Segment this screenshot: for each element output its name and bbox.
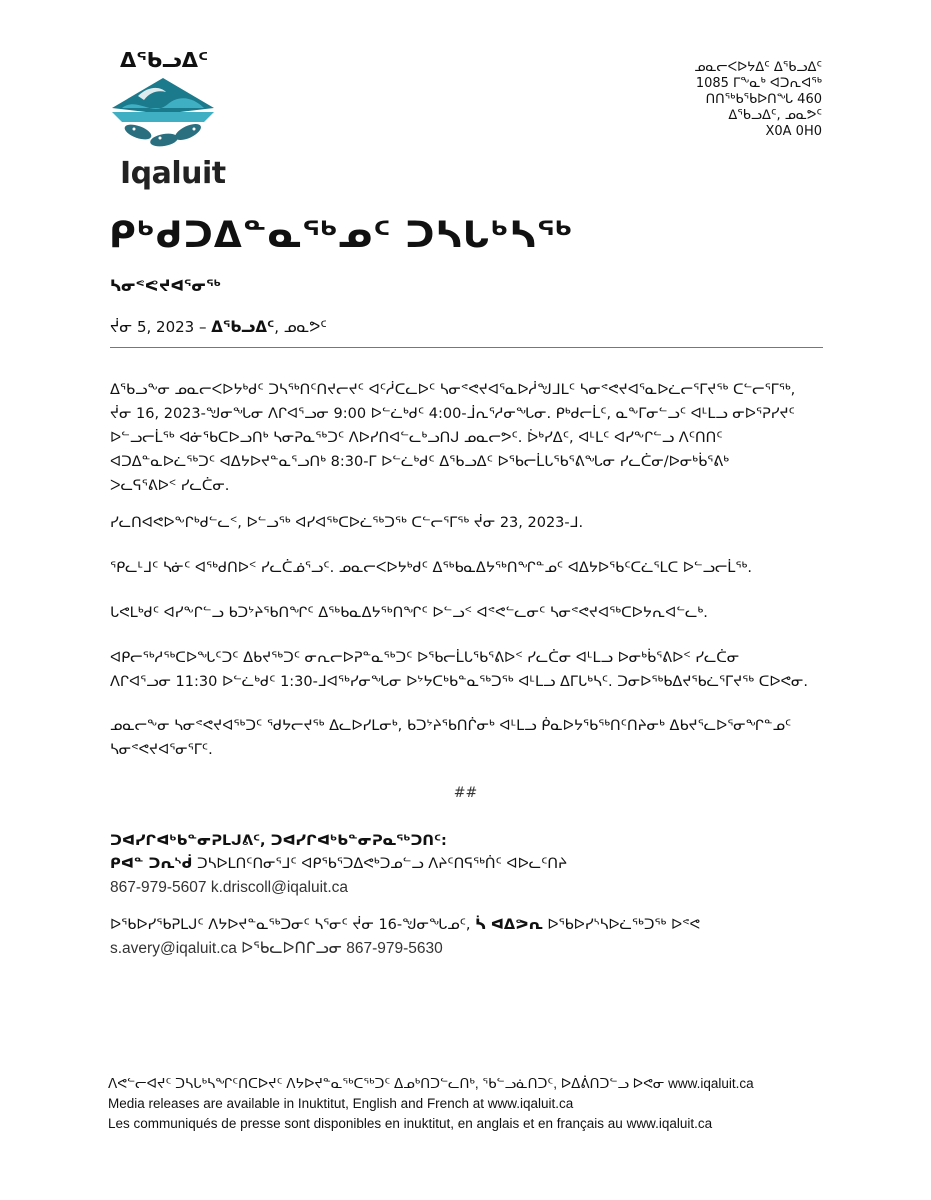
release-place: ᐃᖃᓗᐃᑦ	[211, 318, 275, 336]
paragraph-line: ᔫᓂ 16, 2023-ᖑᓂᖓᓂ ᐱᒋᐊᕐᓗᓂ 9:00 ᐅᓪᓛᒃᑯᑦ 4:00-ᒨᕆᕐᓱᓂᖓᓂ. ᑭᒃᑯᓕᒫᑦ, ᓇᖕᒥᓂᓪᓗᑦ ᐊᒻᒪᓗ ᓂᐅᕐᕈᓯᔪᑦ	[110, 406, 795, 422]
body-paragraph	[110, 714, 825, 762]
contact-block	[110, 830, 830, 960]
release-label: ᓴᓂᕝᕙᔪᐊᕐᓂᖅ	[110, 277, 222, 295]
footer	[108, 1074, 828, 1134]
footer-line: Media releases are available in Inuktitut, English and French at www.iqaluit.ca	[108, 1096, 574, 1111]
release-region: , ᓄᓇᕗᑦ	[274, 318, 327, 336]
dateline	[110, 318, 327, 336]
body-paragraph	[110, 511, 825, 535]
contact-tail: ᐅᖃᐅᓯᔅᓴᐅᓛᖅᑐᖅ ᐅᕝᕙ	[542, 917, 701, 933]
logo-syllabics: ᐃᖃᓗᐃᑦ	[120, 48, 209, 72]
contact-person-1	[110, 853, 830, 876]
paragraph-line: ᐅᓪᓗᓕᒫᖅ ᐊᓃᖃᑕᐅᓗᑎᒃ ᓴᓂᕈᓇᖅᑐᑦ ᐱᐅᓯᑎᐊᓪᓚᒃᓗᑎᒍ ᓄᓇᓕᕗᑦ. ᐆᒃᓯᐃᑦ, ᐊᒻᒪᑦ ᐊᓯᖕᒋᓪᓗ ᐱᑦᑎᑎᑦ	[110, 430, 723, 446]
header-divider	[110, 347, 823, 348]
body-paragraph	[110, 646, 825, 694]
address-line: 1085 ᒥᖕᓇᒃ ᐊᑐᕆᐊᖅ	[695, 76, 822, 91]
logo-wordmark: Iqaluit	[120, 156, 226, 191]
paragraph-line: ᕿᓚᒻᒧᑦ ᓴᓃᑦ ᐊᖅᑯᑎᐅᑉ ᓯᓚᑖᓅᕐᓗᑦ. ᓄᓇᓕᐸᐅᔭᒃᑯᑦ ᐃᖅᑲᓇᐃᔭᖅᑎᖏᓐᓄᑦ ᐊᐃᔭᐅᖃᑦᑕᓛᕐᒪᑕ ᐅᓪᓗᓕᒫᖅ.	[110, 560, 752, 576]
paragraph-line: ᐱᒋᐊᕐᓗᓂ 11:30 ᐅᓪᓛᒃᑯᑦ 1:30-ᒧᐊᖅᓯᓂᖓᓂ ᐅᔾᔭᑕᒃᑲᓐᓇᖅᑐᖅ ᐊᒻᒪᓗ ᐃᒥᒐᒃᓴᑦ. ᑐᓂᐅᖅᑲᐃᔪᖃᓛᕐᒥᔪᖅ ᑕᐅᕙᓂ.	[110, 674, 808, 690]
city-logo	[108, 48, 226, 191]
paragraph-line: ᐃᖃᓗᖕᓂ ᓄᓇᓕᐸᐅᔭᒃᑯᑦ ᑐᓴᖅᑎᑦᑎᔪᓕᔪᑦ ᐊᑦᓲᑕᓚᐅᑦ ᓴᓂᕝᕙᔪᐊᕐᓇᐅᓲᖑᒧᒪᑦ ᓴᓂᕝᕙᔪᐊᕐᓇᐅᓛᓕᕐᒥᔪᖅ ᑕᓪᓕᕐᒥᖅ,	[110, 382, 796, 398]
mailing-address	[522, 60, 822, 140]
paragraph-line: ᓄᓇᓕᖕᓂ ᓴᓂᕝᕙᔪᐊᖅᑐᑦ ᖁᔭᓕᔪᖅ ᐃᓚᐅᓯᒪᓂᒃ, ᑲᑐᔾᔨᖃᑎᒌᓂᒃ ᐊᒻᒪᓗ ᑮᓇᐅᔭᖃᖅᑎᑦᑎᔨᓂᒃ ᐃᑲᔪᕐᓚᐅᕐᓂᖏᓐᓄᑦ	[110, 718, 792, 734]
contact-person-2	[110, 914, 830, 937]
paragraph-line: ᐳᓚᕋᕐᕕᐅᑉ ᓯᓚᑖᓂ.	[110, 478, 230, 494]
address-line: ᐃᖃᓗᐃᑦ, ᓄᓇᕗᑦ	[728, 108, 822, 123]
contact-lead: ᐅᖃᐅᓯᖃᕈᒪᒍᑦ ᐱᔭᐅᔪᓐᓇᖅᑐᓂᑦ ᓴᕐᓂᑦ ᔫᓂ 16-ᖑᓂᖓᓄᑦ,	[110, 917, 476, 933]
contact-role: ᑐᓴᐅᒪᑎᑦᑎᓂᕐᒧᑦ ᐊᑭᖃᕐᑐᐃᕙᒃᑐᓄᓪᓗ ᐱᔨᑦᑎᕋᖅᑏᑦ ᐊᐅᓚᑦᑎᔨ	[192, 856, 568, 872]
paragraph-line: ᒐᕙᒪᒃᑯᑦ ᐊᓯᖕᒋᓪᓗ ᑲᑐᔾᔨᖃᑎᖏᑦ ᐃᖅᑲᓇᐃᔭᖅᑎᖏᑦ ᐅᓪᓗᑉ ᐊᕝᕙᓪᓚᓂᑦ ᓴᓂᕝᕙᔪᐊᖅᑕᐅᔭᕆᐊᓪᓚᒃ.	[110, 605, 708, 621]
address-line: ᓄᓇᓕᐸᐅᔭᐃᑦ ᐃᖃᓗᐃᑦ	[694, 60, 822, 75]
contact-name: ᓵ ᐊᐃᕗᕆ	[475, 917, 543, 933]
contact-name: ᑭᐊᓐ ᑐᕆᔅᑰ	[110, 856, 193, 872]
release-date: ᔫᓂ 5, 2023 –	[110, 318, 212, 336]
logo-emblem-icon	[108, 78, 218, 160]
body-paragraph	[110, 556, 825, 580]
address-line: ᑎᑎᖅᑲᖃᐅᑎᖓ 460	[705, 92, 822, 107]
paragraph-line: ᐊᑭᓕᖅᓱᖅᑕᐅᖓᑦᑐᑦ ᐃᑲᔪᖅᑐᑦ ᓂᕆᓕᐅᕈᓐᓇᖅᑐᑦ ᐅᖃᓕᒫᒐᖃᕐᕕᐅᑉ ᓯᓚᑖᓂ ᐊᒻᒪᓗ ᐅᓂᒃᑳᕐᕕᐅᑉ ᓯᓚᑖᓂ	[110, 650, 740, 666]
paragraph-line: ᓯᓚᑎᐊᕙᐅᖕᒋᒃᑯᓪᓚᑉ, ᐅᓪᓗᖅ ᐊᓯᐊᖅᑕᐅᓛᖅᑐᖅ ᑕᓪᓕᕐᒥᖅ ᔫᓂ 23, 2023-ᒧ.	[110, 515, 584, 531]
paragraph-line: ᓴᓂᕝᕙᔪᐊᕐᓂᕐᒥᑦ.	[110, 742, 213, 758]
footer-line: Les communiqués de presse sont disponibles en inuktitut, en anglais et en français au www.iqaluit.ca	[108, 1116, 713, 1131]
contact-details[interactable]: s.avery@iqaluit.ca ᐅᖃᓚᐅᑎᒋᓗᓂ 867-979-5630	[110, 940, 443, 957]
body-paragraph	[110, 378, 825, 498]
footer-line: ᐱᕙᓪᓕᐊᔪᑦ ᑐᓴᒐᒃᓴᖏᑦᑎᑕᐅᔪᑦ ᐱᔭᐅᔪᓐᓇᖅᑕᖅᑐᑦ ᐃᓄᒃᑎᑐᓪᓚᑎᒃ, ᖃᓪᓗᓈᑎᑐᑦ, ᐅᐃᕖᑎᑐᓪᓗ ᐅᕙᓂ www.iqaluit.ca	[108, 1076, 754, 1091]
address-line: X0A 0H0	[765, 124, 822, 139]
contact-details[interactable]: 867-979-5607 k.driscoll@iqaluit.ca	[110, 879, 349, 896]
paragraph-line: ᐊᑐᐃᓐᓇᐅᓛᖅᑐᑦ ᐊᐃᔭᐅᔪᓐᓇᕐᓗᑎᒃ 8:30-ᒥ ᐅᓪᓛᒃᑯᑦ ᐃᖃᓗᐃᑦ ᐅᖃᓕᒫᒐᖃᕐᕕᖓᓂ ᓯᓚᑖᓂ/ᐅᓂᒃᑳᕐᕕᒃ	[110, 454, 730, 470]
body-paragraph	[110, 601, 825, 625]
contact-heading: ᑐᐊᓯᒋᐊᒃᑲᓐᓂᕈᒪᒍᕕᑦ, ᑐᐊᓯᒋᐊᒃᑲᓐᓂᕈᓇᖅᑐᑎᑦ:	[110, 833, 447, 849]
page-title: ᑭᒃᑯᑐᐃᓐᓇᖅᓄᑦ ᑐᓴᒐᒃᓴᖅ	[109, 215, 574, 256]
end-marker: ##	[453, 785, 478, 801]
